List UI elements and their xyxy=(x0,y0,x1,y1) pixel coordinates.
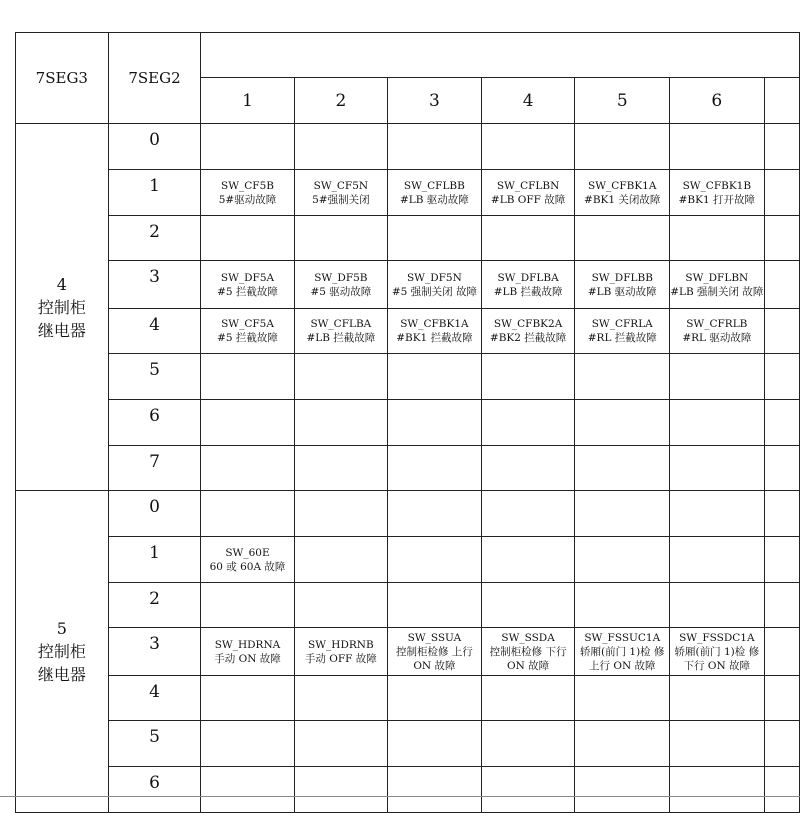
fault-code: SW_DF5N xyxy=(406,271,462,284)
fault-description: #LB 驱动故障 xyxy=(587,285,657,298)
empty-cell xyxy=(388,400,482,446)
empty-cell xyxy=(388,216,482,261)
empty-cell xyxy=(575,676,670,721)
empty-cell xyxy=(201,491,294,537)
empty-cell xyxy=(481,676,575,721)
empty-cell xyxy=(575,400,670,446)
empty-cell xyxy=(575,583,670,628)
table-body xyxy=(16,33,800,813)
fault-description: #LB 强制关闭 故障 xyxy=(670,285,764,298)
empty-cell xyxy=(294,721,387,767)
empty-cell xyxy=(575,491,670,537)
fault-code: SW_SSUA xyxy=(407,631,462,644)
fault-cell xyxy=(201,261,294,309)
fault-description: #5 拦截故障 xyxy=(217,285,278,298)
fault-description: #BK1 拦截故障 xyxy=(396,332,473,344)
table-row xyxy=(16,721,800,767)
empty-cell xyxy=(481,583,575,628)
group-label-5 xyxy=(16,491,109,813)
empty-cell xyxy=(481,400,575,446)
group-label-label-num: 5 xyxy=(56,619,67,638)
empty-cell xyxy=(575,537,670,583)
fault-description: #BK1 关闭故障 xyxy=(584,193,661,206)
fault-code: SW_FSSUC1A xyxy=(584,631,661,644)
fault-code: SW_DFLBB xyxy=(591,271,653,284)
fault-description: #5 驱动故障 xyxy=(310,285,372,298)
fault-cell xyxy=(575,261,670,309)
empty-cell xyxy=(201,124,294,170)
overflow-cell xyxy=(764,537,799,583)
empty-cell xyxy=(481,124,575,170)
table-row xyxy=(16,628,800,676)
fault-cell xyxy=(481,628,575,676)
table-row xyxy=(16,354,800,400)
overflow-cell xyxy=(764,583,799,628)
seg2-value: 2 xyxy=(108,216,201,261)
empty-cell xyxy=(481,537,575,583)
fault-cell xyxy=(294,309,387,354)
seg2-value: 0 xyxy=(108,124,201,170)
overflow-cell xyxy=(764,170,799,216)
header-column-group xyxy=(201,33,800,78)
column-header-2: 2 xyxy=(294,78,387,124)
empty-cell xyxy=(294,354,387,400)
column-header-6: 6 xyxy=(670,78,765,124)
header-7seg3: 7SEG3 xyxy=(16,33,109,124)
fault-code: SW_CFRLA xyxy=(591,318,653,330)
fault-cell xyxy=(294,261,387,309)
fault-code: SW_CF5N xyxy=(313,179,369,192)
fault-description: #LB 拦截故障 xyxy=(306,332,376,344)
empty-cell xyxy=(201,721,294,767)
empty-cell xyxy=(201,446,294,491)
table-row xyxy=(16,216,800,261)
group-label-label-line1: 控制柜 xyxy=(37,642,86,661)
fault-code: SW_CFLBN xyxy=(496,179,560,192)
overflow-cell xyxy=(764,400,799,446)
overflow-cell xyxy=(764,721,799,767)
fault-description: 5#驱动故障 xyxy=(218,193,277,206)
overflow-cell xyxy=(764,261,799,309)
seg2-value: 0 xyxy=(108,491,201,537)
fault-description: 控制柜检修 上行 ON 故障 xyxy=(395,645,473,672)
empty-cell xyxy=(481,354,575,400)
overflow-cell xyxy=(764,676,799,721)
empty-cell xyxy=(670,537,765,583)
table-row xyxy=(16,583,800,628)
table-row xyxy=(16,767,800,813)
table-row xyxy=(16,446,800,491)
empty-cell xyxy=(388,583,482,628)
fault-code: SW_CFBK1A xyxy=(400,318,469,330)
empty-cell xyxy=(294,491,387,537)
empty-cell xyxy=(575,767,670,813)
empty-cell xyxy=(481,767,575,813)
fault-cell xyxy=(294,170,387,216)
fault-description: 60 或 60A 故障 xyxy=(209,560,286,573)
header-row-top xyxy=(16,33,800,78)
fault-cell xyxy=(388,170,482,216)
overflow-cell xyxy=(764,446,799,491)
fault-cell xyxy=(294,628,387,676)
empty-cell xyxy=(201,583,294,628)
fault-cell xyxy=(575,170,670,216)
seg2-value: 1 xyxy=(108,170,201,216)
fault-description: #RL 拦截故障 xyxy=(587,332,657,344)
empty-cell xyxy=(294,216,387,261)
table-row xyxy=(16,261,800,309)
table-row xyxy=(16,537,800,583)
table-row xyxy=(16,124,800,170)
seg2-value: 2 xyxy=(108,583,201,628)
fault-cell xyxy=(670,170,765,216)
fault-cell xyxy=(481,309,575,354)
empty-cell xyxy=(388,446,482,491)
empty-cell xyxy=(201,767,294,813)
empty-cell xyxy=(670,216,765,261)
fault-cell xyxy=(201,628,294,676)
empty-cell xyxy=(388,124,482,170)
fault-code: SW_CFBK2A xyxy=(493,318,563,330)
table-row xyxy=(16,491,800,537)
fault-description: 5#强制关闭 xyxy=(312,193,370,206)
fault-cell xyxy=(575,628,670,676)
empty-cell xyxy=(294,767,387,813)
fault-cell xyxy=(201,537,294,583)
empty-cell xyxy=(575,721,670,767)
fault-description: #5 强制关闭 故障 xyxy=(391,285,477,298)
fault-cell xyxy=(481,261,575,309)
empty-cell xyxy=(294,537,387,583)
seg2-value: 3 xyxy=(108,628,201,676)
empty-cell xyxy=(294,583,387,628)
fault-code: SW_FSSDC1A xyxy=(679,631,755,644)
table-row xyxy=(16,400,800,446)
fault-code: SW_DF5B xyxy=(314,271,368,284)
table-row xyxy=(16,170,800,216)
empty-cell xyxy=(388,767,482,813)
fault-description: #BK1 打开故障 xyxy=(678,193,756,206)
fault-description: #RL 驱动故障 xyxy=(682,332,752,344)
fault-cell xyxy=(481,170,575,216)
empty-cell xyxy=(294,124,387,170)
empty-cell xyxy=(670,446,765,491)
seg2-value: 5 xyxy=(108,721,201,767)
empty-cell xyxy=(481,721,575,767)
fault-description: #5 拦截故障 xyxy=(217,332,278,344)
seg2-value: 1 xyxy=(108,537,201,583)
fault-cell xyxy=(388,261,482,309)
empty-cell xyxy=(670,721,765,767)
header-7seg2: 7SEG2 xyxy=(108,33,201,124)
fault-description: #LB 驱动故障 xyxy=(399,193,469,206)
fault-description: 轿厢(前门 1)检 修上行 ON 故障 xyxy=(579,645,665,672)
seg2-value: 7 xyxy=(108,446,201,491)
overflow-cell xyxy=(764,491,799,537)
seg2-value: 6 xyxy=(108,400,201,446)
seg2-value: 4 xyxy=(108,676,201,721)
group-label-label-num: 4 xyxy=(56,274,67,294)
fault-cell xyxy=(575,309,670,354)
fault-code: SW_HDRNA xyxy=(214,638,281,651)
fault-description: 手动 OFF 故障 xyxy=(304,652,377,665)
overflow-cell xyxy=(764,354,799,400)
empty-cell xyxy=(670,124,765,170)
group-label-label-line1: 控制柜 xyxy=(37,297,86,317)
fault-cell xyxy=(388,309,482,354)
fault-code: SW_CF5A xyxy=(221,318,274,330)
seg2-value: 4 xyxy=(108,309,201,354)
seg2-value: 3 xyxy=(108,261,201,309)
empty-cell xyxy=(481,446,575,491)
fault-code-table xyxy=(15,32,800,813)
empty-cell xyxy=(575,354,670,400)
empty-cell xyxy=(201,216,294,261)
seg2-value: 5 xyxy=(108,354,201,400)
column-header-5: 5 xyxy=(575,78,670,124)
empty-cell xyxy=(481,491,575,537)
fault-description: 轿厢(前门 1)检 修下行 ON 故障 xyxy=(674,645,760,672)
empty-cell xyxy=(670,676,765,721)
empty-cell xyxy=(201,354,294,400)
page-bottom-edge xyxy=(0,796,800,797)
fault-code: SW_CFBK1B xyxy=(682,179,752,192)
empty-cell xyxy=(388,537,482,583)
empty-cell xyxy=(294,400,387,446)
empty-cell xyxy=(670,354,765,400)
fault-description: #LB 拦截故障 xyxy=(493,285,563,298)
table-row xyxy=(16,676,800,721)
fault-cell xyxy=(388,628,482,676)
fault-code: SW_60E xyxy=(225,546,270,559)
empty-cell xyxy=(481,216,575,261)
fault-cell xyxy=(670,261,765,309)
fault-code: SW_CFLBA xyxy=(310,318,372,330)
column-header-overflow xyxy=(764,78,799,124)
empty-cell xyxy=(201,400,294,446)
fault-code: SW_CF5B xyxy=(221,179,274,192)
overflow-cell xyxy=(764,767,799,813)
fault-code: SW_CFBK1A xyxy=(588,179,657,192)
fault-code: SW_CFRLB xyxy=(686,318,748,330)
empty-cell xyxy=(201,676,294,721)
fault-code: SW_DFLBA xyxy=(497,271,559,284)
overflow-cell xyxy=(764,216,799,261)
empty-cell xyxy=(575,446,670,491)
empty-cell xyxy=(388,676,482,721)
fault-code: SW_HDRNB xyxy=(308,638,374,651)
seg2-value: 6 xyxy=(108,767,201,813)
empty-cell xyxy=(388,354,482,400)
empty-cell xyxy=(388,491,482,537)
empty-cell xyxy=(670,767,765,813)
fault-code-table-sheet xyxy=(15,32,800,813)
column-header-4: 4 xyxy=(481,78,575,124)
overflow-cell xyxy=(764,309,799,354)
group-label-4 xyxy=(16,124,109,491)
fault-cell xyxy=(201,309,294,354)
empty-cell xyxy=(388,721,482,767)
fault-description: #BK2 拦截故障 xyxy=(489,332,567,344)
fault-cell xyxy=(670,309,765,354)
empty-cell xyxy=(575,216,670,261)
fault-code: SW_DF5A xyxy=(220,271,275,284)
fault-code: SW_CFLBB xyxy=(403,179,465,192)
column-header-3: 3 xyxy=(388,78,482,124)
empty-cell xyxy=(670,583,765,628)
group-label-label-line2: 继电器 xyxy=(37,665,86,684)
column-header-1: 1 xyxy=(201,78,294,124)
fault-code: SW_DFLBN xyxy=(685,271,749,284)
empty-cell xyxy=(294,676,387,721)
overflow-cell xyxy=(764,628,799,676)
table-row xyxy=(16,309,800,354)
fault-description: #LB OFF 故障 xyxy=(490,193,566,206)
empty-cell xyxy=(575,124,670,170)
empty-cell xyxy=(670,491,765,537)
empty-cell xyxy=(294,446,387,491)
fault-cell xyxy=(670,628,765,676)
fault-description: 控制柜检修 下行 ON 故障 xyxy=(489,645,567,672)
fault-cell xyxy=(201,170,294,216)
group-label-label-line2: 继电器 xyxy=(37,320,86,340)
fault-description: 手动 ON 故障 xyxy=(214,652,281,665)
empty-cell xyxy=(670,400,765,446)
overflow-cell xyxy=(764,124,799,170)
fault-code: SW_SSDA xyxy=(501,631,555,644)
